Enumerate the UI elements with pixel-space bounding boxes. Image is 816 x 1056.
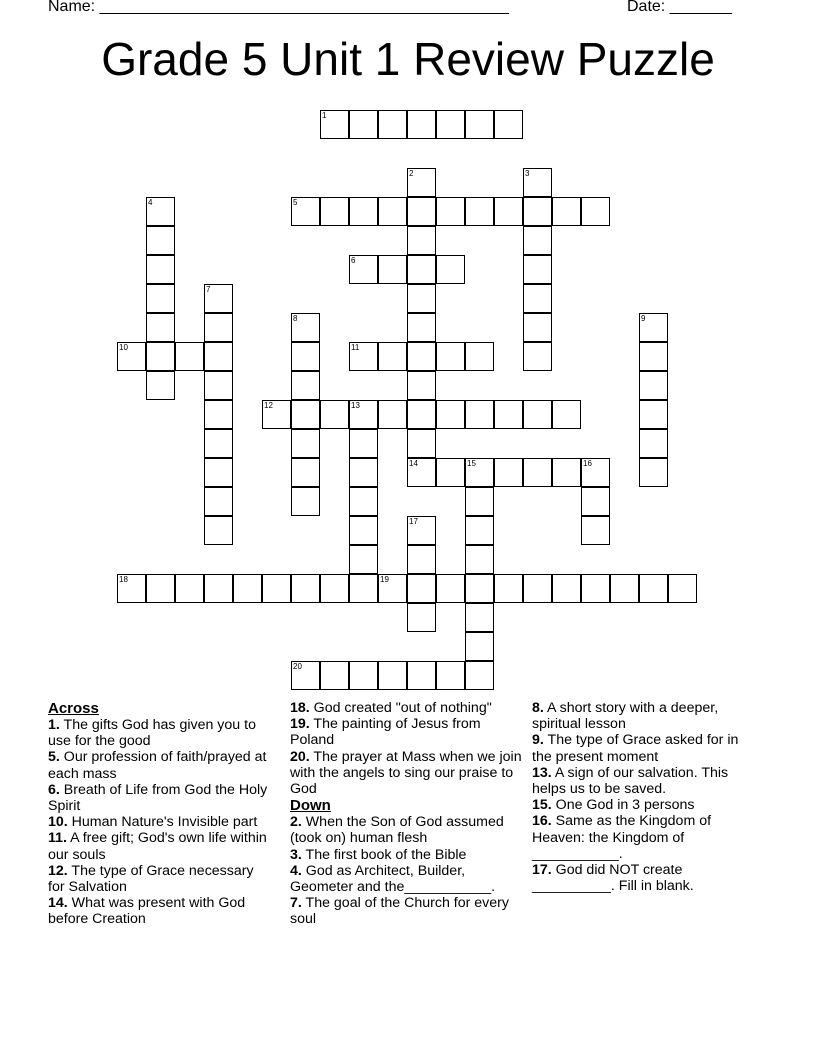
crossword-cell[interactable] <box>175 574 204 603</box>
crossword-cell[interactable] <box>349 110 378 139</box>
clue-item <box>290 814 522 846</box>
crossword-cell[interactable] <box>204 284 233 313</box>
crossword-cell[interactable] <box>523 574 552 603</box>
crossword-cell[interactable] <box>146 284 175 313</box>
clues-column-2 <box>290 700 522 928</box>
crossword-cell[interactable] <box>436 255 465 284</box>
crossword-cell[interactable] <box>407 168 436 197</box>
crossword-cell[interactable] <box>407 313 436 342</box>
crossword-cell[interactable] <box>523 313 552 342</box>
down-heading: Down <box>290 797 331 815</box>
crossword-cell[interactable] <box>291 458 320 487</box>
crossword-cell[interactable] <box>407 371 436 400</box>
crossword-cell[interactable] <box>639 429 668 458</box>
crossword-cell[interactable] <box>407 284 436 313</box>
clue-text: The type of Grace asked for in the present moment <box>532 732 739 765</box>
crossword-cell[interactable] <box>349 545 378 574</box>
clue-number: 15. <box>532 797 552 814</box>
crossword-cell[interactable] <box>204 342 233 371</box>
crossword-cell[interactable] <box>494 574 523 603</box>
clue-number-label: 1 <box>322 111 327 120</box>
crossword-cell[interactable] <box>465 400 494 429</box>
crossword-cell[interactable] <box>320 661 349 690</box>
clue-text: The prayer at Mass when we join with the angels to sing our praise to God <box>290 748 522 798</box>
clue-number-label: 11 <box>351 343 360 352</box>
clue-text: Human Nature's Invisible part <box>67 814 258 831</box>
crossword-cell[interactable] <box>407 429 436 458</box>
clue-item <box>532 862 752 894</box>
clue-number: 17. <box>532 862 552 879</box>
clue-text: A short story with a deeper, spiritual lesson <box>532 700 719 733</box>
clue-item <box>290 863 522 895</box>
clue-number: 18. <box>290 700 310 716</box>
crossword-cell[interactable] <box>581 487 610 516</box>
crossword-cell[interactable] <box>146 313 175 342</box>
clue-number: 12. <box>48 862 68 879</box>
crossword-cell[interactable] <box>494 400 523 429</box>
crossword-cell[interactable] <box>465 603 494 632</box>
crossword-cell[interactable] <box>523 255 552 284</box>
clue-number: 10. <box>48 814 68 831</box>
crossword-cell[interactable] <box>407 110 436 139</box>
clue-number: 4. <box>290 862 302 879</box>
clue-number: 5. <box>48 749 60 766</box>
clue-number-label: 10 <box>119 343 128 352</box>
clue-number-label: 4 <box>148 198 153 207</box>
crossword-cell[interactable] <box>378 255 407 284</box>
clue-number-label: 8 <box>293 314 298 323</box>
clue-number: 1. <box>48 717 60 733</box>
clue-text: The type of Grace necessary for Salvation <box>48 862 254 896</box>
crossword-cell[interactable] <box>523 197 552 226</box>
crossword-cell[interactable] <box>349 255 378 284</box>
crossword-cell[interactable] <box>262 574 291 603</box>
clue-item <box>290 716 522 748</box>
across-clue-list <box>48 717 270 928</box>
clue-number-label: 16 <box>583 459 592 468</box>
clue-number-label: 18 <box>119 575 128 584</box>
clue-text: The gifts God has given you to use for the good <box>48 717 256 750</box>
clue-number-label: 19 <box>380 575 389 584</box>
crossword-cell[interactable] <box>436 574 465 603</box>
crossword-cell[interactable] <box>291 429 320 458</box>
clue-text: Same as the Kingdom of Heaven: the Kingdom of ___________. <box>532 813 712 862</box>
crossword-cell[interactable] <box>436 110 465 139</box>
clue-text: A free gift; God's own life within our souls <box>48 830 267 863</box>
clue-number: 7. <box>290 895 302 912</box>
crossword-cell[interactable] <box>146 197 175 226</box>
crossword-cell[interactable] <box>291 313 320 342</box>
clue-text: What was present with God before Creation <box>48 895 246 928</box>
clue-item <box>48 782 270 814</box>
clue-text: The painting of Jesus from Poland <box>290 716 481 749</box>
crossword-cell[interactable] <box>581 516 610 545</box>
crossword-cell[interactable] <box>233 574 262 603</box>
clue-item <box>48 749 270 781</box>
crossword-cell[interactable] <box>465 197 494 226</box>
clue-number-label: 13 <box>351 401 360 410</box>
crossword-cell[interactable] <box>204 429 233 458</box>
crossword-cell[interactable] <box>349 516 378 545</box>
clues-column-1 <box>48 700 270 928</box>
clue-text: Our profession of faith/prayed at each mass <box>48 749 267 782</box>
clue-number: 9. <box>532 732 544 749</box>
clue-number: 8. <box>532 700 544 716</box>
clue-number-label: 7 <box>206 285 211 294</box>
clue-item <box>290 847 522 863</box>
clue-number-label: 6 <box>351 256 356 265</box>
clue-number: 16. <box>532 813 552 830</box>
crossword-cell[interactable] <box>581 197 610 226</box>
clue-number-label: 17 <box>409 517 418 526</box>
crossword-cell[interactable] <box>407 197 436 226</box>
crossword-cell[interactable] <box>291 661 320 690</box>
crossword-cell[interactable] <box>117 342 146 371</box>
crossword-cell[interactable] <box>465 545 494 574</box>
across-clue-list-continued <box>290 700 522 797</box>
crossword-cell[interactable] <box>465 632 494 661</box>
crossword-cell[interactable] <box>407 226 436 255</box>
clue-number-label: 9 <box>641 314 646 323</box>
crossword-cell[interactable] <box>349 342 378 371</box>
crossword-cell[interactable] <box>204 371 233 400</box>
crossword-cell[interactable] <box>465 458 494 487</box>
crossword-cell[interactable] <box>436 458 465 487</box>
crossword-cell[interactable] <box>407 458 436 487</box>
clue-number: 6. <box>48 781 60 798</box>
crossword-cell[interactable] <box>639 371 668 400</box>
crossword-cell[interactable] <box>146 342 175 371</box>
date-field-label: Date: _______ <box>627 0 732 15</box>
crossword-cell[interactable] <box>407 545 436 574</box>
clue-number-label: 14 <box>409 459 418 468</box>
clue-text: A sign of our salvation. This helps us to be saved. <box>532 764 729 798</box>
crossword-cell[interactable] <box>117 574 146 603</box>
crossword-cell[interactable] <box>494 110 523 139</box>
crossword-cell[interactable] <box>639 400 668 429</box>
clue-text: The first book of the Bible <box>301 846 467 863</box>
clue-number: 19. <box>290 716 310 733</box>
clue-text: Breath of Life from God the Holy Spirit <box>48 781 268 815</box>
crossword-cell[interactable] <box>204 458 233 487</box>
crossword-cell[interactable] <box>407 603 436 632</box>
crossword-cell[interactable] <box>465 487 494 516</box>
clue-item <box>48 895 270 927</box>
crossword-cell[interactable] <box>639 574 668 603</box>
clue-item <box>290 749 522 798</box>
crossword-cell[interactable] <box>523 342 552 371</box>
crossword-cell[interactable] <box>378 400 407 429</box>
crossword-cell[interactable] <box>523 168 552 197</box>
crossword-cell[interactable] <box>610 574 639 603</box>
clue-number: 11. <box>48 830 67 847</box>
crossword-cell[interactable] <box>465 574 494 603</box>
clue-item <box>532 732 752 764</box>
crossword-cell[interactable] <box>552 574 581 603</box>
clue-number-label: 15 <box>467 459 476 468</box>
clue-text: God did NOT create __________. Fill in blank. <box>532 862 694 895</box>
crossword-cell[interactable] <box>523 284 552 313</box>
clue-text: One God in 3 persons <box>551 797 695 814</box>
crossword-cell[interactable] <box>407 255 436 284</box>
crossword-cell[interactable] <box>407 661 436 690</box>
clue-number-label: 2 <box>409 169 414 178</box>
crossword-cell[interactable] <box>378 342 407 371</box>
crossword-cell[interactable] <box>581 574 610 603</box>
clue-item <box>532 700 752 732</box>
crossword-cell[interactable] <box>291 487 320 516</box>
clue-item <box>290 700 522 716</box>
crossword-cell[interactable] <box>552 400 581 429</box>
crossword-cell[interactable] <box>581 458 610 487</box>
clue-item <box>532 813 752 862</box>
crossword-cell[interactable] <box>378 574 407 603</box>
crossword-cell[interactable] <box>204 516 233 545</box>
clue-item <box>48 717 270 749</box>
crossword-cell[interactable] <box>378 197 407 226</box>
crossword-cell[interactable] <box>320 400 349 429</box>
crossword-cell[interactable] <box>320 197 349 226</box>
crossword-cell[interactable] <box>291 371 320 400</box>
clue-item <box>532 797 752 813</box>
clue-text: When the Son of God assumed (took on) human flesh <box>290 814 504 847</box>
clue-number: 14. <box>48 895 68 912</box>
crossword-cell[interactable] <box>349 574 378 603</box>
crossword-cell[interactable] <box>494 197 523 226</box>
crossword-cell[interactable] <box>378 661 407 690</box>
clue-item <box>532 765 752 797</box>
clue-number: 20. <box>290 748 310 765</box>
crossword-cell[interactable] <box>465 516 494 545</box>
crossword-cell[interactable] <box>291 342 320 371</box>
crossword-cell[interactable] <box>639 458 668 487</box>
crossword-cell[interactable] <box>639 313 668 342</box>
crossword-cell[interactable] <box>407 400 436 429</box>
crossword-cell[interactable] <box>320 574 349 603</box>
down-clue-list <box>290 814 522 927</box>
clue-text: God as Architect, Builder, Geometer and the___________. <box>290 862 496 896</box>
clue-number-label: 5 <box>293 198 298 207</box>
clue-number-label: 20 <box>293 662 302 671</box>
crossword-cell[interactable] <box>204 574 233 603</box>
clue-item <box>48 863 270 895</box>
clue-number-label: 12 <box>264 401 273 410</box>
crossword-cell[interactable] <box>407 342 436 371</box>
crossword-cell[interactable] <box>465 661 494 690</box>
crossword-cell[interactable] <box>204 400 233 429</box>
crossword-cell[interactable] <box>349 661 378 690</box>
crossword-cell[interactable] <box>668 574 697 603</box>
crossword-cell[interactable] <box>552 197 581 226</box>
clue-number: 13. <box>532 764 552 781</box>
crossword-cell[interactable] <box>146 255 175 284</box>
crossword-cell[interactable] <box>378 110 407 139</box>
clue-number: 2. <box>290 814 302 831</box>
clue-item <box>48 814 270 830</box>
crossword-cell[interactable] <box>523 226 552 255</box>
crossword-cell[interactable] <box>320 110 349 139</box>
crossword-cell[interactable] <box>465 110 494 139</box>
crossword-cell[interactable] <box>349 429 378 458</box>
crossword-cell[interactable] <box>175 342 204 371</box>
clue-number: 3. <box>290 846 302 863</box>
crossword-cell[interactable] <box>262 400 291 429</box>
clue-item <box>290 895 522 927</box>
across-heading: Across <box>48 700 99 717</box>
crossword-cell[interactable] <box>146 226 175 255</box>
clue-text: God created "out of nothing" <box>309 700 492 716</box>
crossword-cell[interactable] <box>349 400 378 429</box>
crossword-cell[interactable] <box>436 661 465 690</box>
crossword-cell[interactable] <box>523 458 552 487</box>
crossword-cell[interactable] <box>407 574 436 603</box>
crossword-cell[interactable] <box>465 342 494 371</box>
clue-item <box>48 830 270 862</box>
clue-text: The goal of the Church for every soul <box>290 895 509 928</box>
crossword-cell[interactable] <box>204 313 233 342</box>
crossword-cell[interactable] <box>349 487 378 516</box>
crossword-cell[interactable] <box>146 574 175 603</box>
crossword-cell[interactable] <box>436 342 465 371</box>
name-field-label: Name: ______________________________________________ <box>48 0 509 15</box>
crossword-cell[interactable] <box>639 342 668 371</box>
crossword-cell[interactable] <box>349 458 378 487</box>
crossword-cell[interactable] <box>146 371 175 400</box>
down-clue-list-continued <box>532 700 752 894</box>
crossword-cell[interactable] <box>523 400 552 429</box>
crossword-cell[interactable] <box>204 487 233 516</box>
crossword-cell[interactable] <box>407 516 436 545</box>
crossword-cell[interactable] <box>291 400 320 429</box>
crossword-cell[interactable] <box>291 197 320 226</box>
clue-number-label: 3 <box>525 169 530 178</box>
crossword-cell[interactable] <box>436 197 465 226</box>
crossword-cell[interactable] <box>494 458 523 487</box>
crossword-cell[interactable] <box>291 574 320 603</box>
crossword-cell[interactable] <box>552 458 581 487</box>
clues-column-3 <box>532 700 752 894</box>
crossword-cell[interactable] <box>436 400 465 429</box>
page-title: Grade 5 Unit 1 Review Puzzle <box>101 33 715 85</box>
crossword-cell[interactable] <box>349 197 378 226</box>
